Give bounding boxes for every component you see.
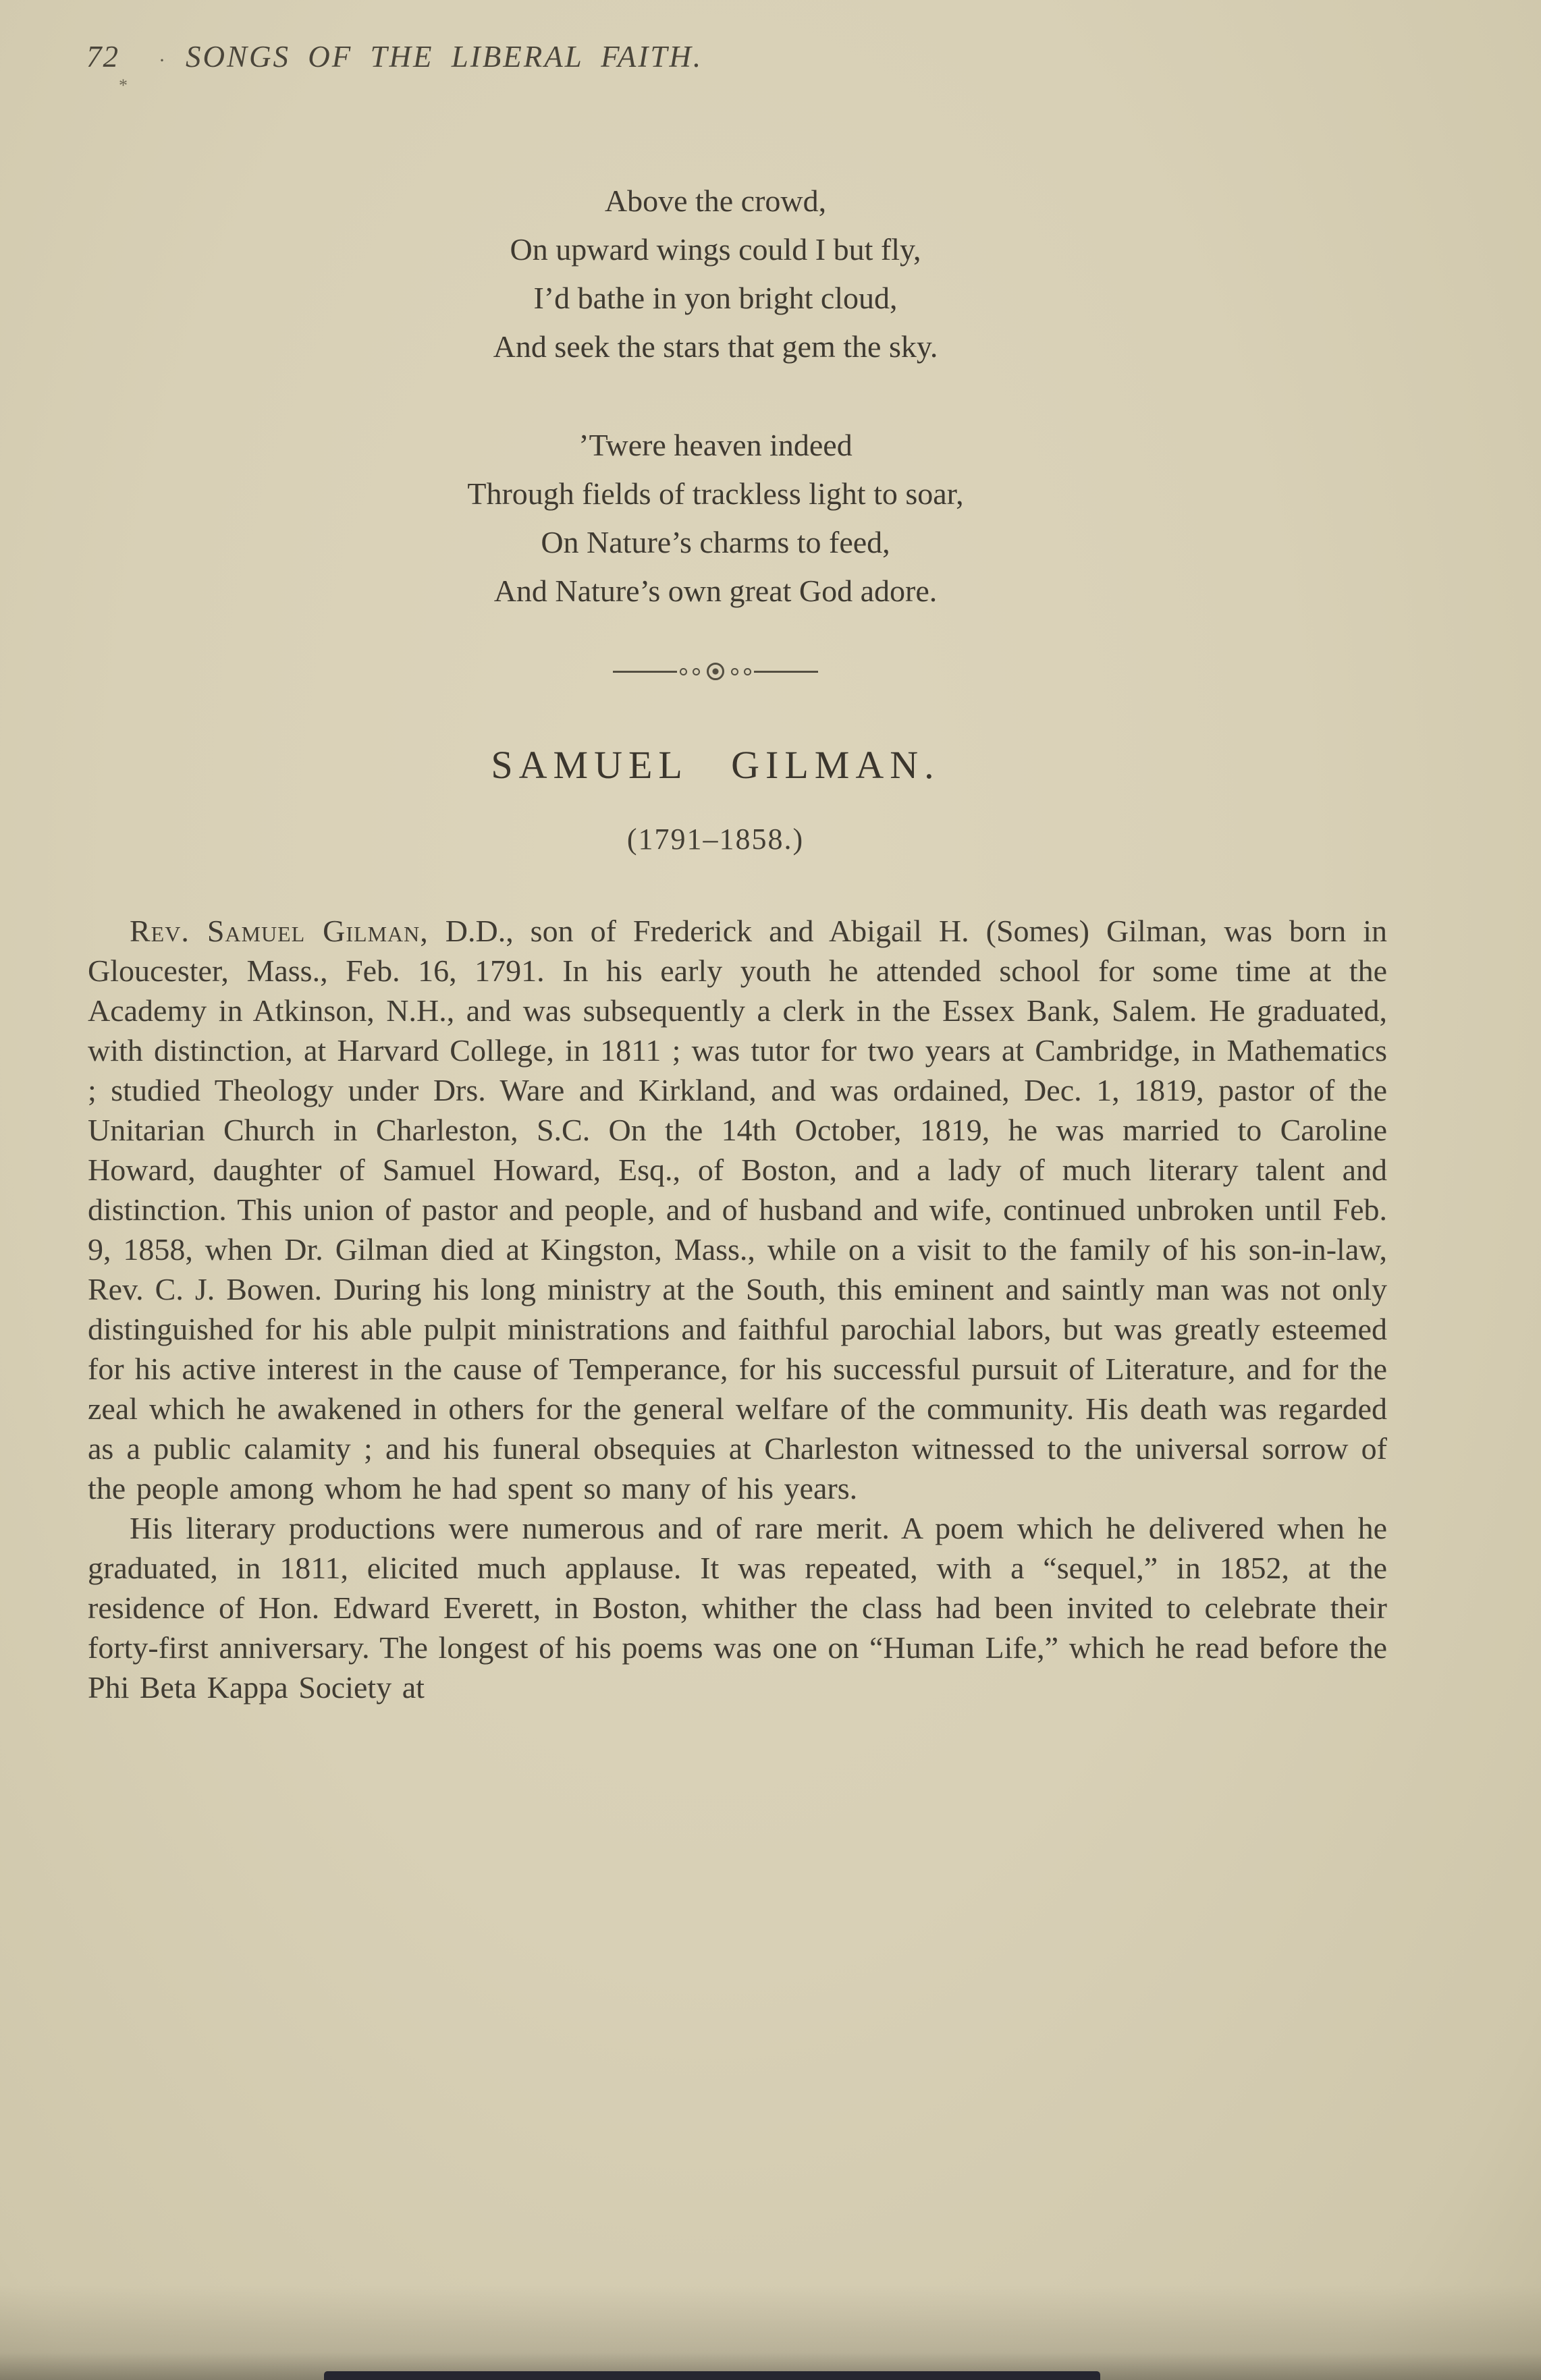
- poem-line: On upward wings could I but fly,: [510, 232, 921, 267]
- poem-line: Above the crowd,: [604, 184, 827, 218]
- bio-paragraph-2: His literary productions were numerous and of rare merit. A poem which he delivered when he graduated, in 1811, elicited much applause. It was repeated, with a “sequel,” in 1852, at the residence of Hon. Edward Everett, in Boston, whither the class had been invited to celebrate their forty-first anniversary. The longest of his poems was one on “Human Life,” which he read before the Phi Beta Kappa Society at: [88, 1511, 1387, 1705]
- divider-rule-right: [754, 671, 818, 673]
- poem-line: Through fields of trackless light to soar,: [467, 476, 964, 511]
- running-title: SONGS OF THE LIBERAL FAITH.: [186, 40, 703, 74]
- section-dates: (1791–1858.): [626, 823, 805, 856]
- divider-ornament: [88, 663, 1343, 680]
- divider-dot: [693, 668, 700, 675]
- biography: [88, 911, 1387, 1707]
- header-separator-dot: ·: [159, 49, 165, 72]
- poem-line: And seek the stars that gem the sky.: [493, 329, 938, 364]
- divider-center-ornament: [707, 663, 724, 680]
- poem: [88, 177, 1343, 615]
- bio-lead-name: Rev. Samuel Gilman,: [130, 914, 429, 948]
- divider-dot: [680, 668, 687, 675]
- poem-stanza-2: [88, 421, 1343, 615]
- bio-paragraph-1-text: D.D., son of Frederick and Abigail H. (Somes) Gilman, was born in Gloucester, Mass., Feb. 16, 1791. In his early youth he attended school for some time at the Academy in Atkinson, N.H., and was subsequently a clerk in the Essex Bank, Salem. He graduated, with distinction, at Harvard College, in 1811 ; was tutor for two years at Cambridge, in Mathematics ; studied Theology under Drs. Ware and Kirkland, and was ordained, Dec. 1, 1819, pastor of the Unitarian Church in Charleston, S.C. On the 14th October, 1819, he was married to Caroline Howard, daughter of Samuel Howard, Esq., of Boston, and a lady of much literary talent and distinction. This union of pastor and people, and of husband and wife, continued unbroken until Feb. 9, 1858, when Dr. Gilman died at Kingston, Mass., while on a visit to the family of his son-in-law, Rev. C. J. Bowen. During his long ministry at the South, this eminent and saintly man was not only distinguished for his able pulpit ministrations and faithful parochial labors, but was greatly esteemed for his active interest in the cause of Temperance, for his successful pursuit of Literature, and for the zeal which he awakened in others for the general welfare of the community. His death was regarded as a public calamity ; and his funeral obsequies at Charleston witnessed to the universal sorrow of the people among whom he had spent so many of his years.: [88, 914, 1388, 1505]
- page-header: [86, 39, 1393, 74]
- poem-line: ’Twere heaven indeed: [578, 428, 853, 462]
- bio-paragraph-1: [88, 911, 1387, 1508]
- poem-line: On Nature’s charms to feed,: [541, 525, 890, 559]
- divider-dot: [744, 668, 751, 675]
- section-title: SAMUEL GILMAN.: [491, 743, 940, 787]
- divider-dot: [731, 668, 738, 675]
- poem-line: I’d bathe in yon bright cloud,: [533, 281, 898, 315]
- page-number: 72: [86, 40, 119, 74]
- scan-bottom-edge: [324, 2371, 1100, 2380]
- divider-rule-left: [613, 671, 677, 673]
- poem-line: And Nature’s own great God adore.: [493, 574, 938, 608]
- poem-stanza-1: [88, 177, 1343, 371]
- printers-mark: *: [119, 76, 128, 95]
